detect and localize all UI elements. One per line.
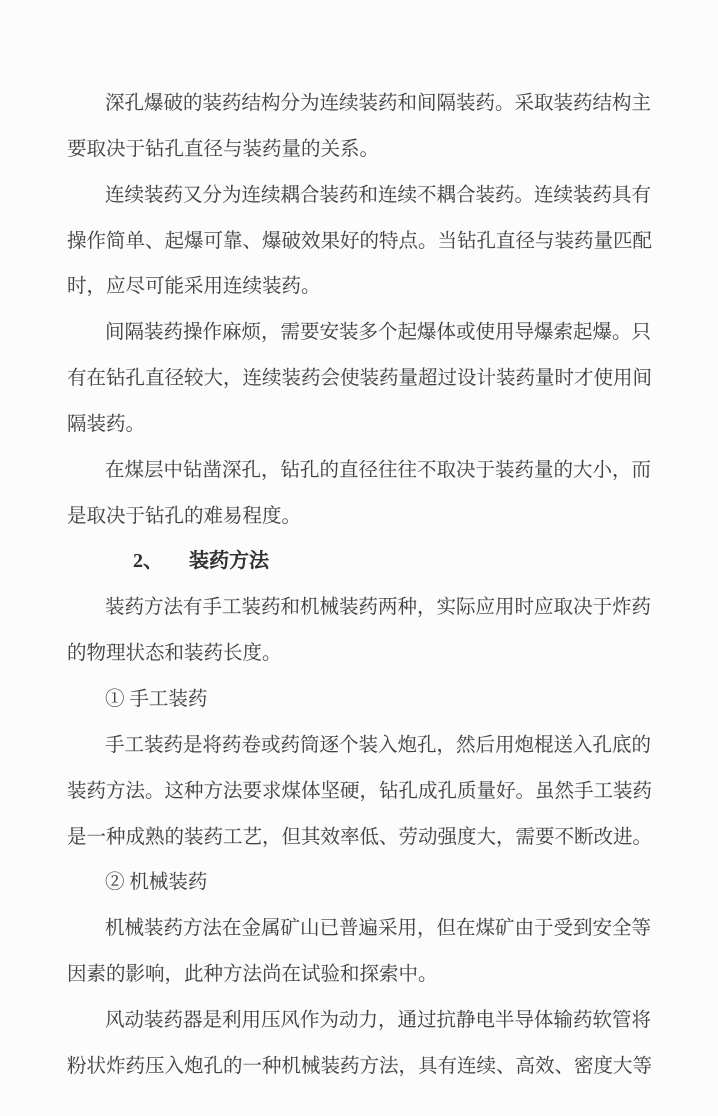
section-heading-title: 装药方法: [189, 550, 269, 573]
text-line: ② 机械装药: [105, 872, 208, 894]
section-heading-number: 2、: [133, 550, 163, 573]
text-line: 是取决于钻孔的难易程度。: [67, 505, 302, 527]
text-line: 机械装药方法在金属矿山已普遍采用，但在煤矿由于受到安全等: [105, 918, 652, 940]
text-line: 装药方法。这种方法要求煤体坚硬，钻孔成孔质量好。虽然手工装药: [67, 780, 653, 802]
text-line: 深孔爆破的装药结构分为连续装药和间隔装药。采取装药结构主: [105, 93, 652, 114]
text-line: 装药方法有手工装药和机械装药两种，实际应用时应取决于炸药: [105, 597, 652, 619]
text-line: 手工装药是将药卷或药筒逐个装入炮孔，然后用炮棍送入孔底的: [105, 734, 652, 756]
text-line: 操作简单、起爆可靠、爆破效果好的特点。当钻孔直径与装药量匹配: [67, 230, 653, 252]
text-line: 隔装药。: [67, 413, 146, 435]
text-line: 是一种成熟的装药工艺，但其效率低、劳动强度大，需要不断改进。: [67, 826, 653, 848]
text-line: 的物理状态和装药长度。: [67, 643, 282, 665]
text-line: 间隔装药操作麻烦，需要安装多个起爆体或使用导爆索起爆。只: [105, 322, 652, 344]
text-line: 因素的影响，此种方法尚在试验和探索中。: [67, 964, 438, 986]
section-heading: [67, 539, 651, 585]
text-line: 要取决于钻孔直径与装药量的关系。: [67, 138, 380, 160]
document-text-area: [67, 81, 651, 1090]
text-line: 风动装药器是利用压风作为动力，通过抗静电半导体输药软管将: [105, 1009, 652, 1031]
text-line: ① 手工装药: [105, 688, 208, 710]
text-line: 粉状炸药压入炮孔的一种机械装药方法，具有连续、高效、密度大等: [67, 1055, 653, 1077]
text-line: 连续装药又分为连续耦合装药和连续不耦合装药。连续装药具有: [105, 184, 652, 206]
text-line: 有在钻孔直径较大，连续装药会使装药量超过设计装药量时才使用间: [67, 368, 653, 390]
text-line: 时，应尽可能采用连续装药。: [67, 276, 321, 298]
text-line: 在煤层中钻凿深孔，钻孔的直径往往不取决于装药量的大小，而: [105, 459, 652, 481]
